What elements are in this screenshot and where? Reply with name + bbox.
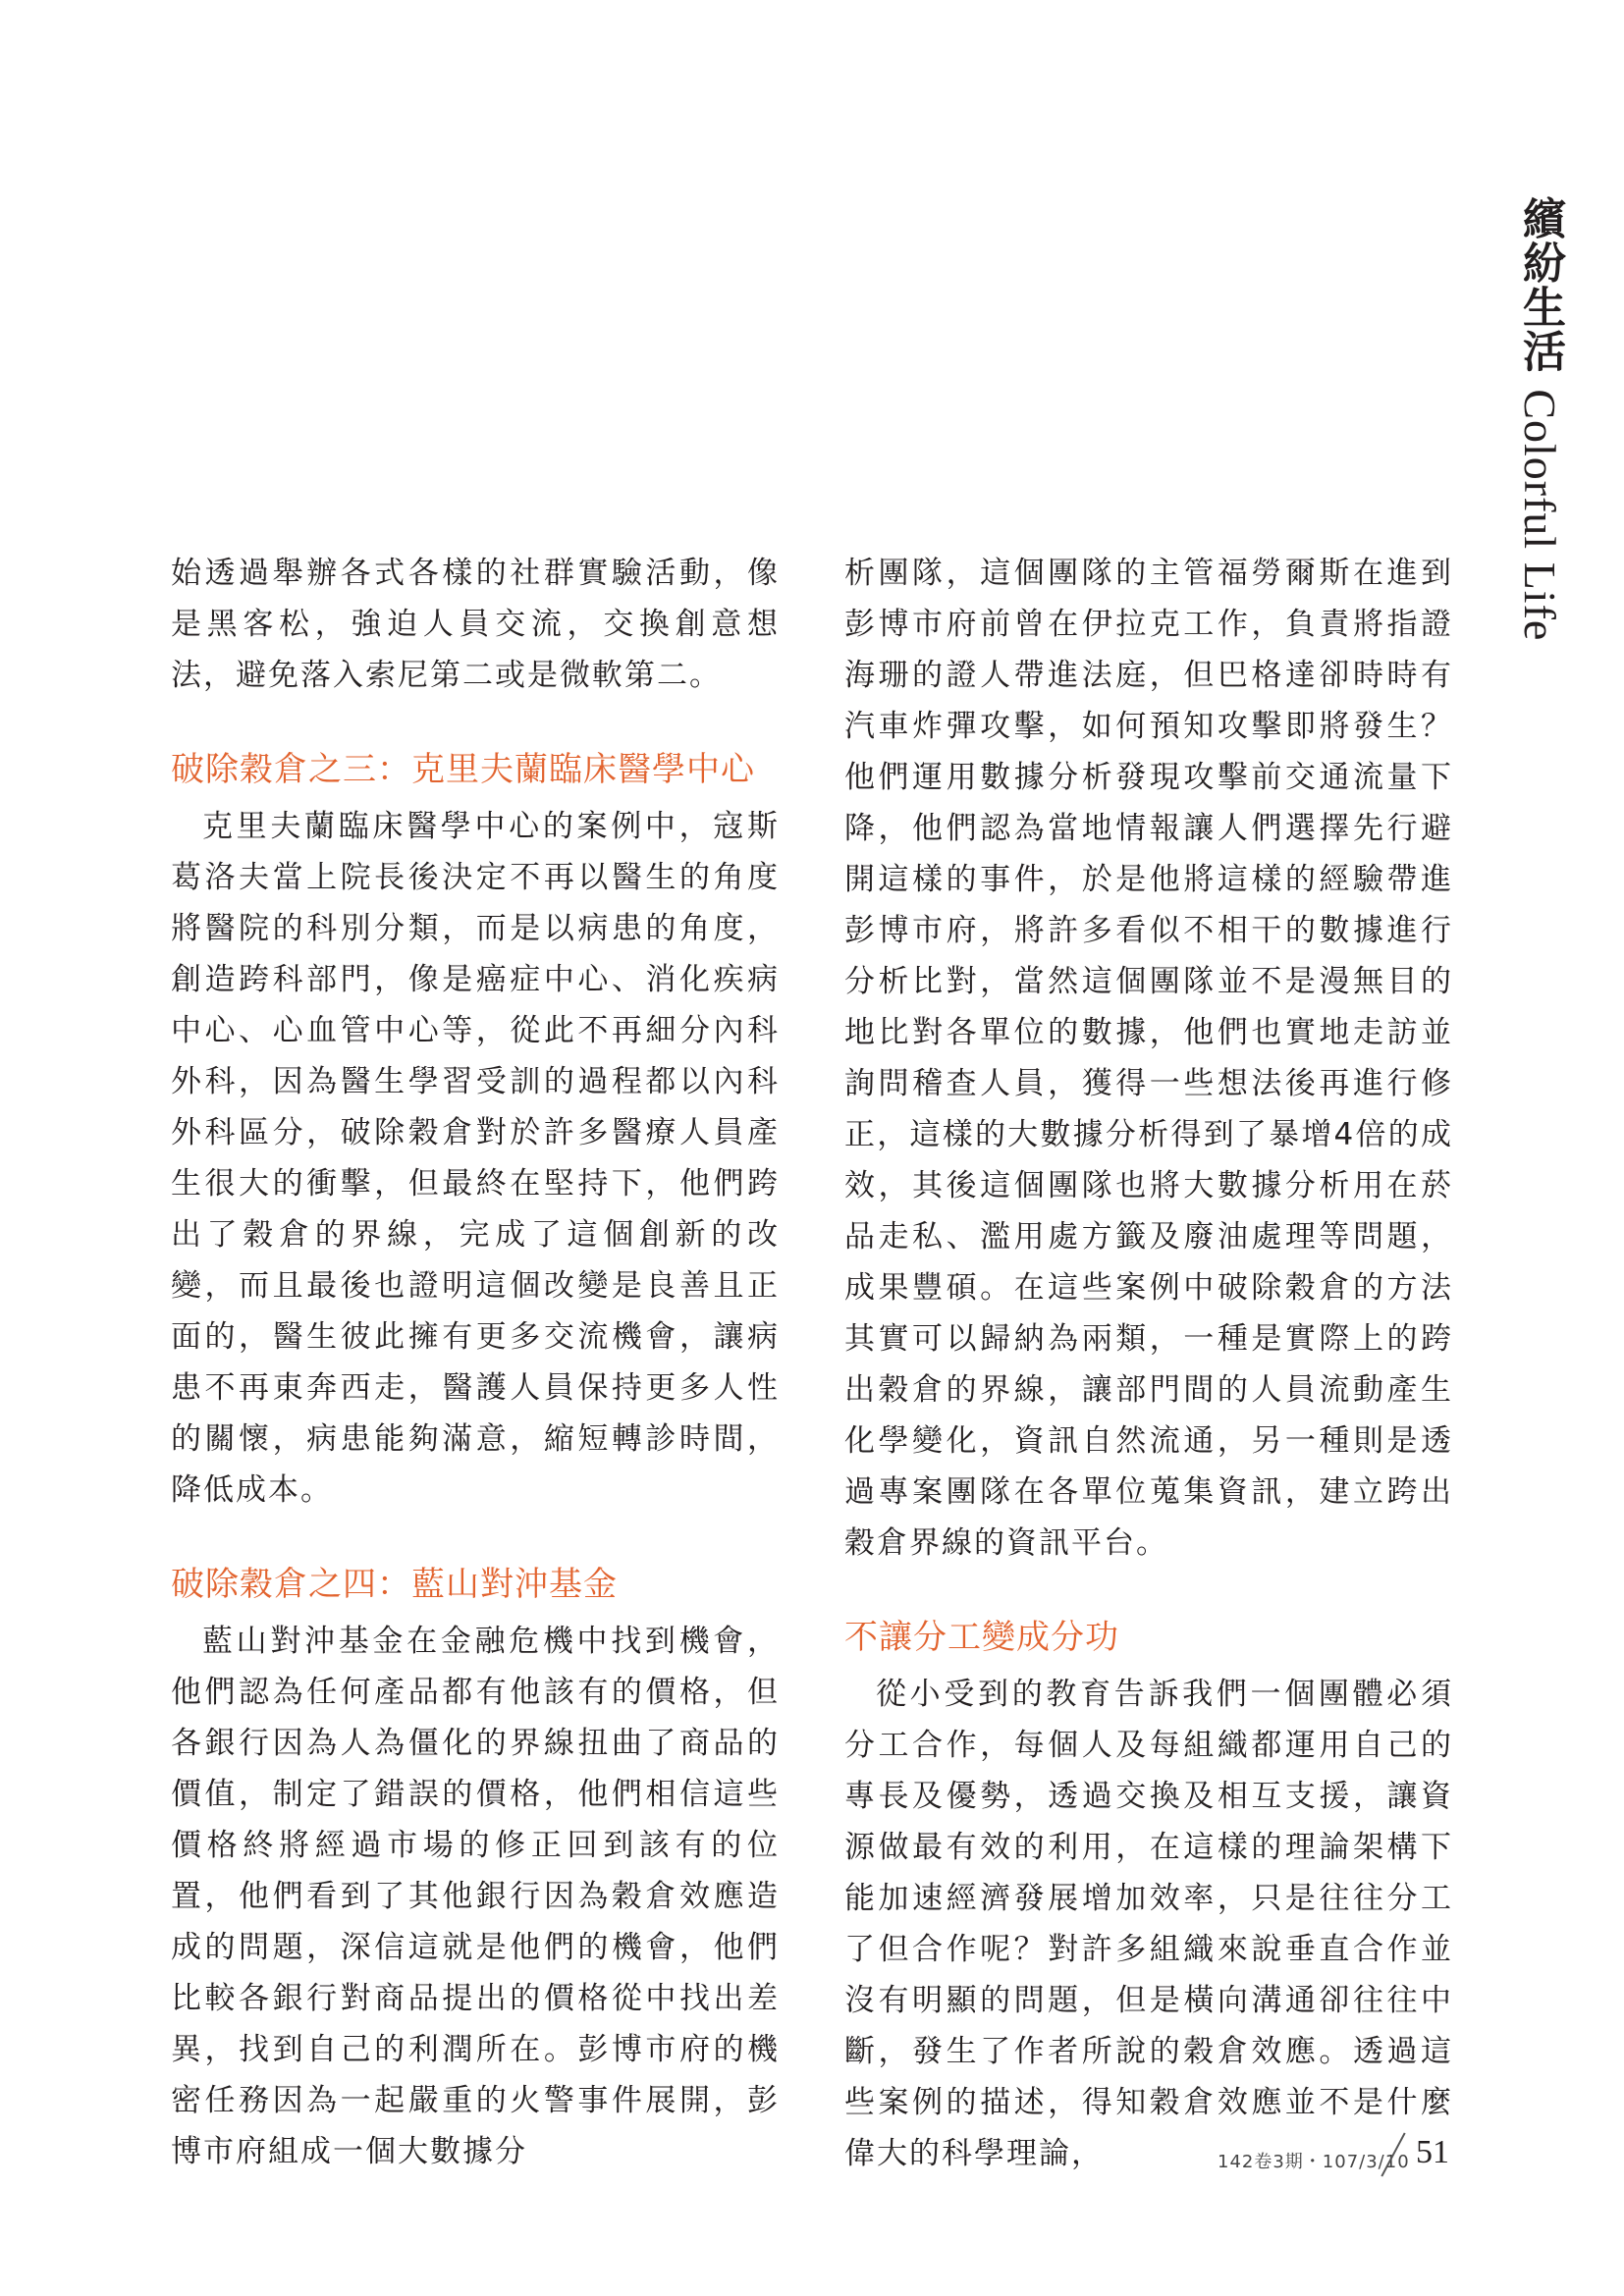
- section-heading: 破除穀倉之四：藍山對沖基金: [171, 1565, 618, 1604]
- left-column: [171, 548, 780, 2177]
- paragraph: 析團隊，這個團隊的主管福勞爾斯在進到彭博市府前曾在伊拉克工作，負責將指證海珊的證人帶進法庭，但巴格達卻時時有汽車炸彈攻擊，如何預知攻擊即將發生？他們運用數據分析發現攻擊前交通流量下降，他們認為當地情報讓人們選擇先行避開這樣的事件，於是他將這樣的經驗帶進彭博市府，將許多看似不相干的數據進行分析比對，當然這個團隊並不是漫無目的地比對各單位的數據，他們也實地走訪並詢問稽查人員，獲得一些想法後再進行修正，這樣的大數據分析得到了暴增4倍的成效，其後這個團隊也將大數據分析用在菸品走私、濫用處方籤及廢油處理等問題，成果豐碩。在這些案例中破除穀倉的方法其實可以歸納為兩類，一種是實際上的跨出穀倉的界線，讓部門間的人員流動產生化學變化，資訊自然流通，另一種則是透過專案團隊在各單位蒐集資訊，建立跨出穀倉界線的資訊平台。: [844, 556, 1453, 1561]
- page-number: 51: [1416, 2134, 1449, 2170]
- paragraph: 藍山對沖基金在金融危機中找到機會，他們認為任何產品都有他該有的價格，但各銀行因為人為僵化的界線扭曲了商品的價值，制定了錯誤的價格，他們相信這些價格終將經過市場的修正回到該有的位置，他們看到了其他銀行因為穀倉效應造成的問題，深信這就是他們的機會，他們比較各銀行對商品提出的價格從中找出差異，找到自己的利潤所在。彭博市府的機密任務因為一起嚴重的火警事件展開，彭博市府組成一個大數據分: [171, 1624, 780, 2169]
- section-title-zh: 繽紛生活: [1515, 196, 1565, 373]
- paragraph: 克里夫蘭臨床醫學中心的案例中，寇斯葛洛夫當上院長後決定不再以醫生的角度將醫院的科別分類，而是以病患的角度，創造跨科部門，像是癌症中心、消化疾病中心、心血管中心等，從此不再細分內科外科，因為醫生學習受訓的過程都以內科外科區分，破除穀倉對於許多醫療人員產生很大的衝擊，但最終在堅持下，他們跨出了穀倉的界線，完成了這個創新的改變，而且最後也證明這個改變是良善且正面的，醫生彼此擁有更多交流機會，讓病患不再東奔西走，醫護人員保持更多人性的關懷，病患能夠滿意，縮短轉診時間，降低成本。: [171, 809, 780, 1508]
- section-title-en: Colorful Life: [1515, 389, 1565, 642]
- page-footer: [1159, 2120, 1473, 2179]
- paragraph: 從小受到的教育告訴我們一個團體必須分工合作，每個人及每組織都運用自己的專長及優勢，透過交換及相互支援，讓資源做最有效的利用，在這樣的理論架構下能加速經濟發展增加效率，只是往往分工了但合作呢？對許多組織來說垂直合作並沒有明顯的問題，但是橫向溝通卻往往中斷，發生了作者所說的穀倉效應。透過這些案例的描述，得知穀倉效應並不是什麼偉大的科學理論，: [844, 1677, 1453, 2171]
- section-heading: 不讓分工變成分功: [844, 1618, 1119, 1657]
- section-title: [1502, 196, 1571, 642]
- section-heading: 破除穀倉之三：克里夫蘭臨床醫學中心: [171, 750, 755, 789]
- right-column: [844, 548, 1453, 2179]
- paragraph: 始透過舉辦各式各樣的社群實驗活動，像是黑客松，強迫人員交流，交換創意想法，避免落入索尼第二或是微軟第二。: [171, 556, 780, 693]
- issue-info: 142卷3期・107/3/10: [1218, 2152, 1410, 2172]
